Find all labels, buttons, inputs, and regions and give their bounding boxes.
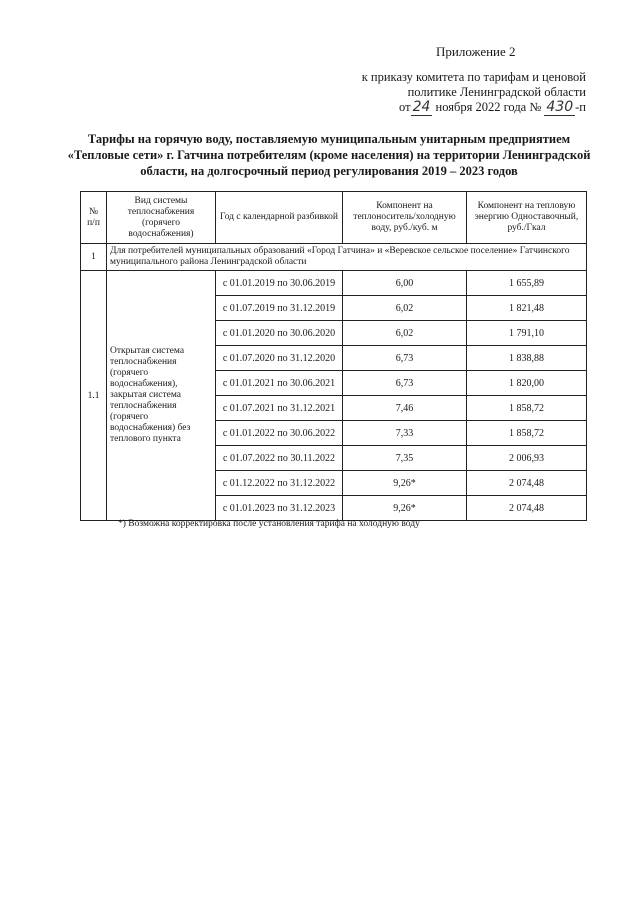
water-cell: 7,35 [343,446,467,471]
water-cell: 6,02 [343,296,467,321]
group-row [81,244,587,271]
period-cell: с 01.07.2022 по 30.11.2022 [216,446,343,471]
heat-cell: 1 821,48 [467,296,587,321]
group-number: 1 [81,244,107,271]
heat-cell: 1 838,88 [467,346,587,371]
water-cell: 9,26* [343,496,467,521]
order-day-handwritten: 24 [412,99,431,115]
order-reference [330,70,586,115]
heat-cell: 2 074,48 [467,471,587,496]
order-reference-line2: политике Ленинградской области [407,85,586,99]
order-reference-line3 [330,100,586,115]
period-cell: с 01.01.2020 по 30.06.2020 [216,321,343,346]
heat-cell: 2 006,93 [467,446,587,471]
heat-cell: 1 791,10 [467,321,587,346]
period-cell: с 01.01.2023 по 31.12.2023 [216,496,343,521]
water-cell: 6,73 [343,346,467,371]
header-period: Год с календарной разбивкой [216,192,343,244]
row-number: 1.1 [81,271,107,521]
heat-cell: 1 858,72 [467,396,587,421]
order-number-handwritten: 430 [546,99,574,115]
period-cell: с 01.07.2019 по 31.12.2019 [216,296,343,321]
order-reference-line1: к приказу комитета по тарифам и ценовой [361,70,586,84]
water-cell: 6,00 [343,271,467,296]
water-cell: 7,46 [343,396,467,421]
heat-cell: 1 820,00 [467,371,587,396]
footnote: *) Возможна корректировка после установления тарифа на холодную воду [118,519,420,529]
system-type-cell: Открытая система теплоснабжения (горячего водоснабжения), закрытая система теплоснабжения (горячего водоснабжения) без теплового пункта [107,271,216,521]
period-cell: с 01.07.2020 по 31.12.2020 [216,346,343,371]
header-system-type: Вид системы теплоснабжения (горячего водоснабжения) [107,192,216,244]
water-cell: 6,73 [343,371,467,396]
appendix-label: Приложение 2 [436,44,516,59]
order-date-text: ноября 2022 года № [435,100,542,114]
period-cell: с 01.12.2022 по 31.12.2022 [216,471,343,496]
group-description: Для потребителей муниципальных образований «Город Гатчина» и «Веревское сельское поселение» Гатчинского муниципального района Ленинградской области [107,244,587,271]
header-number: № п/п [81,192,107,244]
tariff-table [80,191,587,521]
header-heat-component: Компонент на тепловую энергию Одноставочный, руб./Гкал [467,192,587,244]
water-cell: 6,02 [343,321,467,346]
period-cell: с 01.01.2019 по 30.06.2019 [216,271,343,296]
order-from: от [399,100,411,114]
period-cell: с 01.01.2022 по 30.06.2022 [216,421,343,446]
heat-cell: 1 655,89 [467,271,587,296]
heat-cell: 1 858,72 [467,421,587,446]
table-header-row [81,192,587,244]
water-cell: 7,33 [343,421,467,446]
period-cell: с 01.01.2021 по 30.06.2021 [216,371,343,396]
header-water-component: Компонент на теплоноситель/холодную воду, руб./куб. м [343,192,467,244]
heat-cell: 2 074,48 [467,496,587,521]
table-row [81,271,587,296]
water-cell: 9,26* [343,471,467,496]
document-title: Тарифы на горячую воду, поставляемую муниципальным унитарным предприятием «Тепловые сети» г. Гатчина потребителям (кроме населения) на территории Ленинградской области, на долгосрочный период регулирования 2019 – 2023 годов [67,132,591,178]
order-suffix: -п [575,100,586,114]
period-cell: с 01.07.2021 по 31.12.2021 [216,396,343,421]
